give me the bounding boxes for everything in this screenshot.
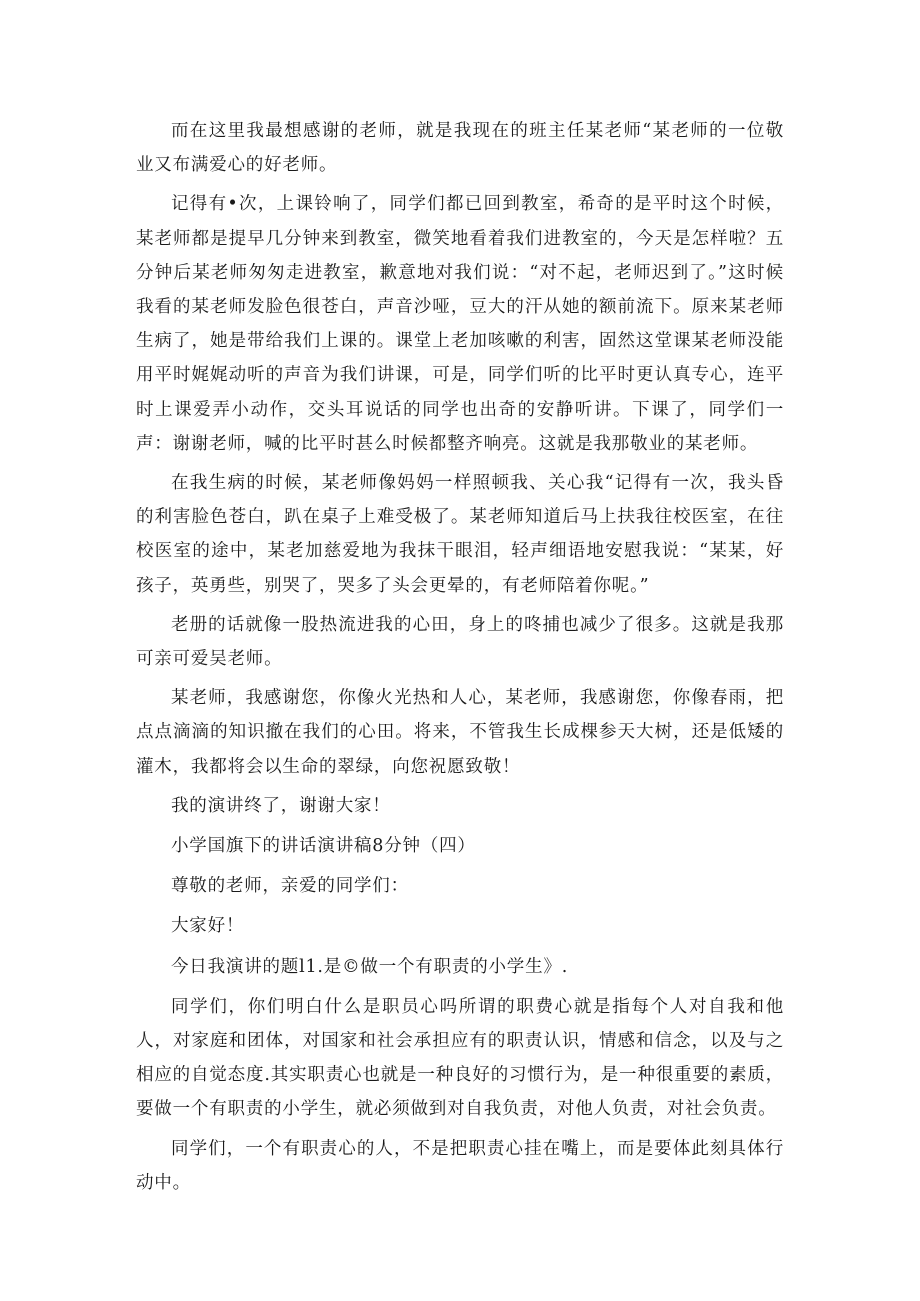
paragraph-teacher-sick: 记得有•次，上课铃响了，同学们都已回到教室，希奇的是平时这个时候，某老师都是提早几分钟来到教室，微笑地看着我们进教室的，今天是怎样啦？五分钟后某老师匆匆走进教室，歉意地对我们说：“对不起，老师迟到了。”这时候我看的某老师发脸色很苍白，声音沙哑，豆大的汗从她的额前流下。原来某老师生病了，她是带给我们上课的。课堂上老加咳嗽的利害，固然这堂课某老师没能用平时娓娓动听的声音为我们讲课，可是，同学们听的比平时更认真专心，连平时上课爱弄小动作，交头耳说话的同学也出奇的安静听讲。下课了，同学们一声：谢谢老师，喊的比平时甚么时候都整齐响亮。这就是我那敬业的某老师。 [136, 194, 784, 454]
paragraph-teacher-care: 在我生病的时候，某老师像妈妈一样照顿我、关心我“记得有一次，我头昏的利害脸色苍白，趴在桌子上难受极了。某老师知道后马上扶我往校医室，在往校医室的途中，某老加慈爱地为我抹干眼泪，轻声细语地安慰我说：“某某，好孩子，英勇些，别哭了，哭多了头会更晕的，有老师陪着你呢。” [136, 473, 784, 596]
paragraph-thanks-teacher: 而在这里我最想感谢的老师，就是我现在的班主任某老师“某老师的一位敬业又布满爱心的好老师。 [136, 121, 784, 176]
paragraph-speech-end: 我的演讲终了，谢谢大家！ [171, 795, 391, 816]
speech-topic: 今日我演讲的题l1.是©做一个有职责的小学生》. [171, 956, 569, 977]
section-heading: 小学国旗下的讲话演讲稿8分钟（四） [171, 836, 476, 857]
paragraph-responsibility-definition: 同学们，你们明白什么是职员心吗所谓的职费心就是指每个人对自我和他人，对家庭和团体，对国家和社会承担应有的职责认识，情感和信念，以及与之相应的自觉态度.其实职责心也就是一种良好的习惯行为，是一种很重要的素质，要做一个有职责的小学生，就必须做到对自我负责，对他人负责，对社会负责。 [136, 996, 784, 1120]
document-body [136, 114, 784, 1205]
paragraph-responsibility-action: 同学们，一个有职责心的人，不是把职责心挂在嘴上，而是要体此刻具体行动中。 [136, 1138, 784, 1193]
paragraph-teacher-words: 老册的话就像一股热流进我的心田，身上的咚捕也减少了很多。这就是我那可亲可爱吴老师。 [136, 614, 784, 670]
paragraph-gratitude: 某老师，我感谢您，你像火光热和人心，某老师，我感谢您，你像春雨，把点点滴滴的知识撤在我们的心田。将来，不管我生长成棵参天大树，还是低矮的灌木，我都将会以生命的翠绿，向您祝愿致敬！ [136, 688, 784, 777]
salutation: 尊敬的老师，亲爱的同学们： [171, 876, 409, 897]
greeting: 大家好！ [171, 916, 245, 937]
